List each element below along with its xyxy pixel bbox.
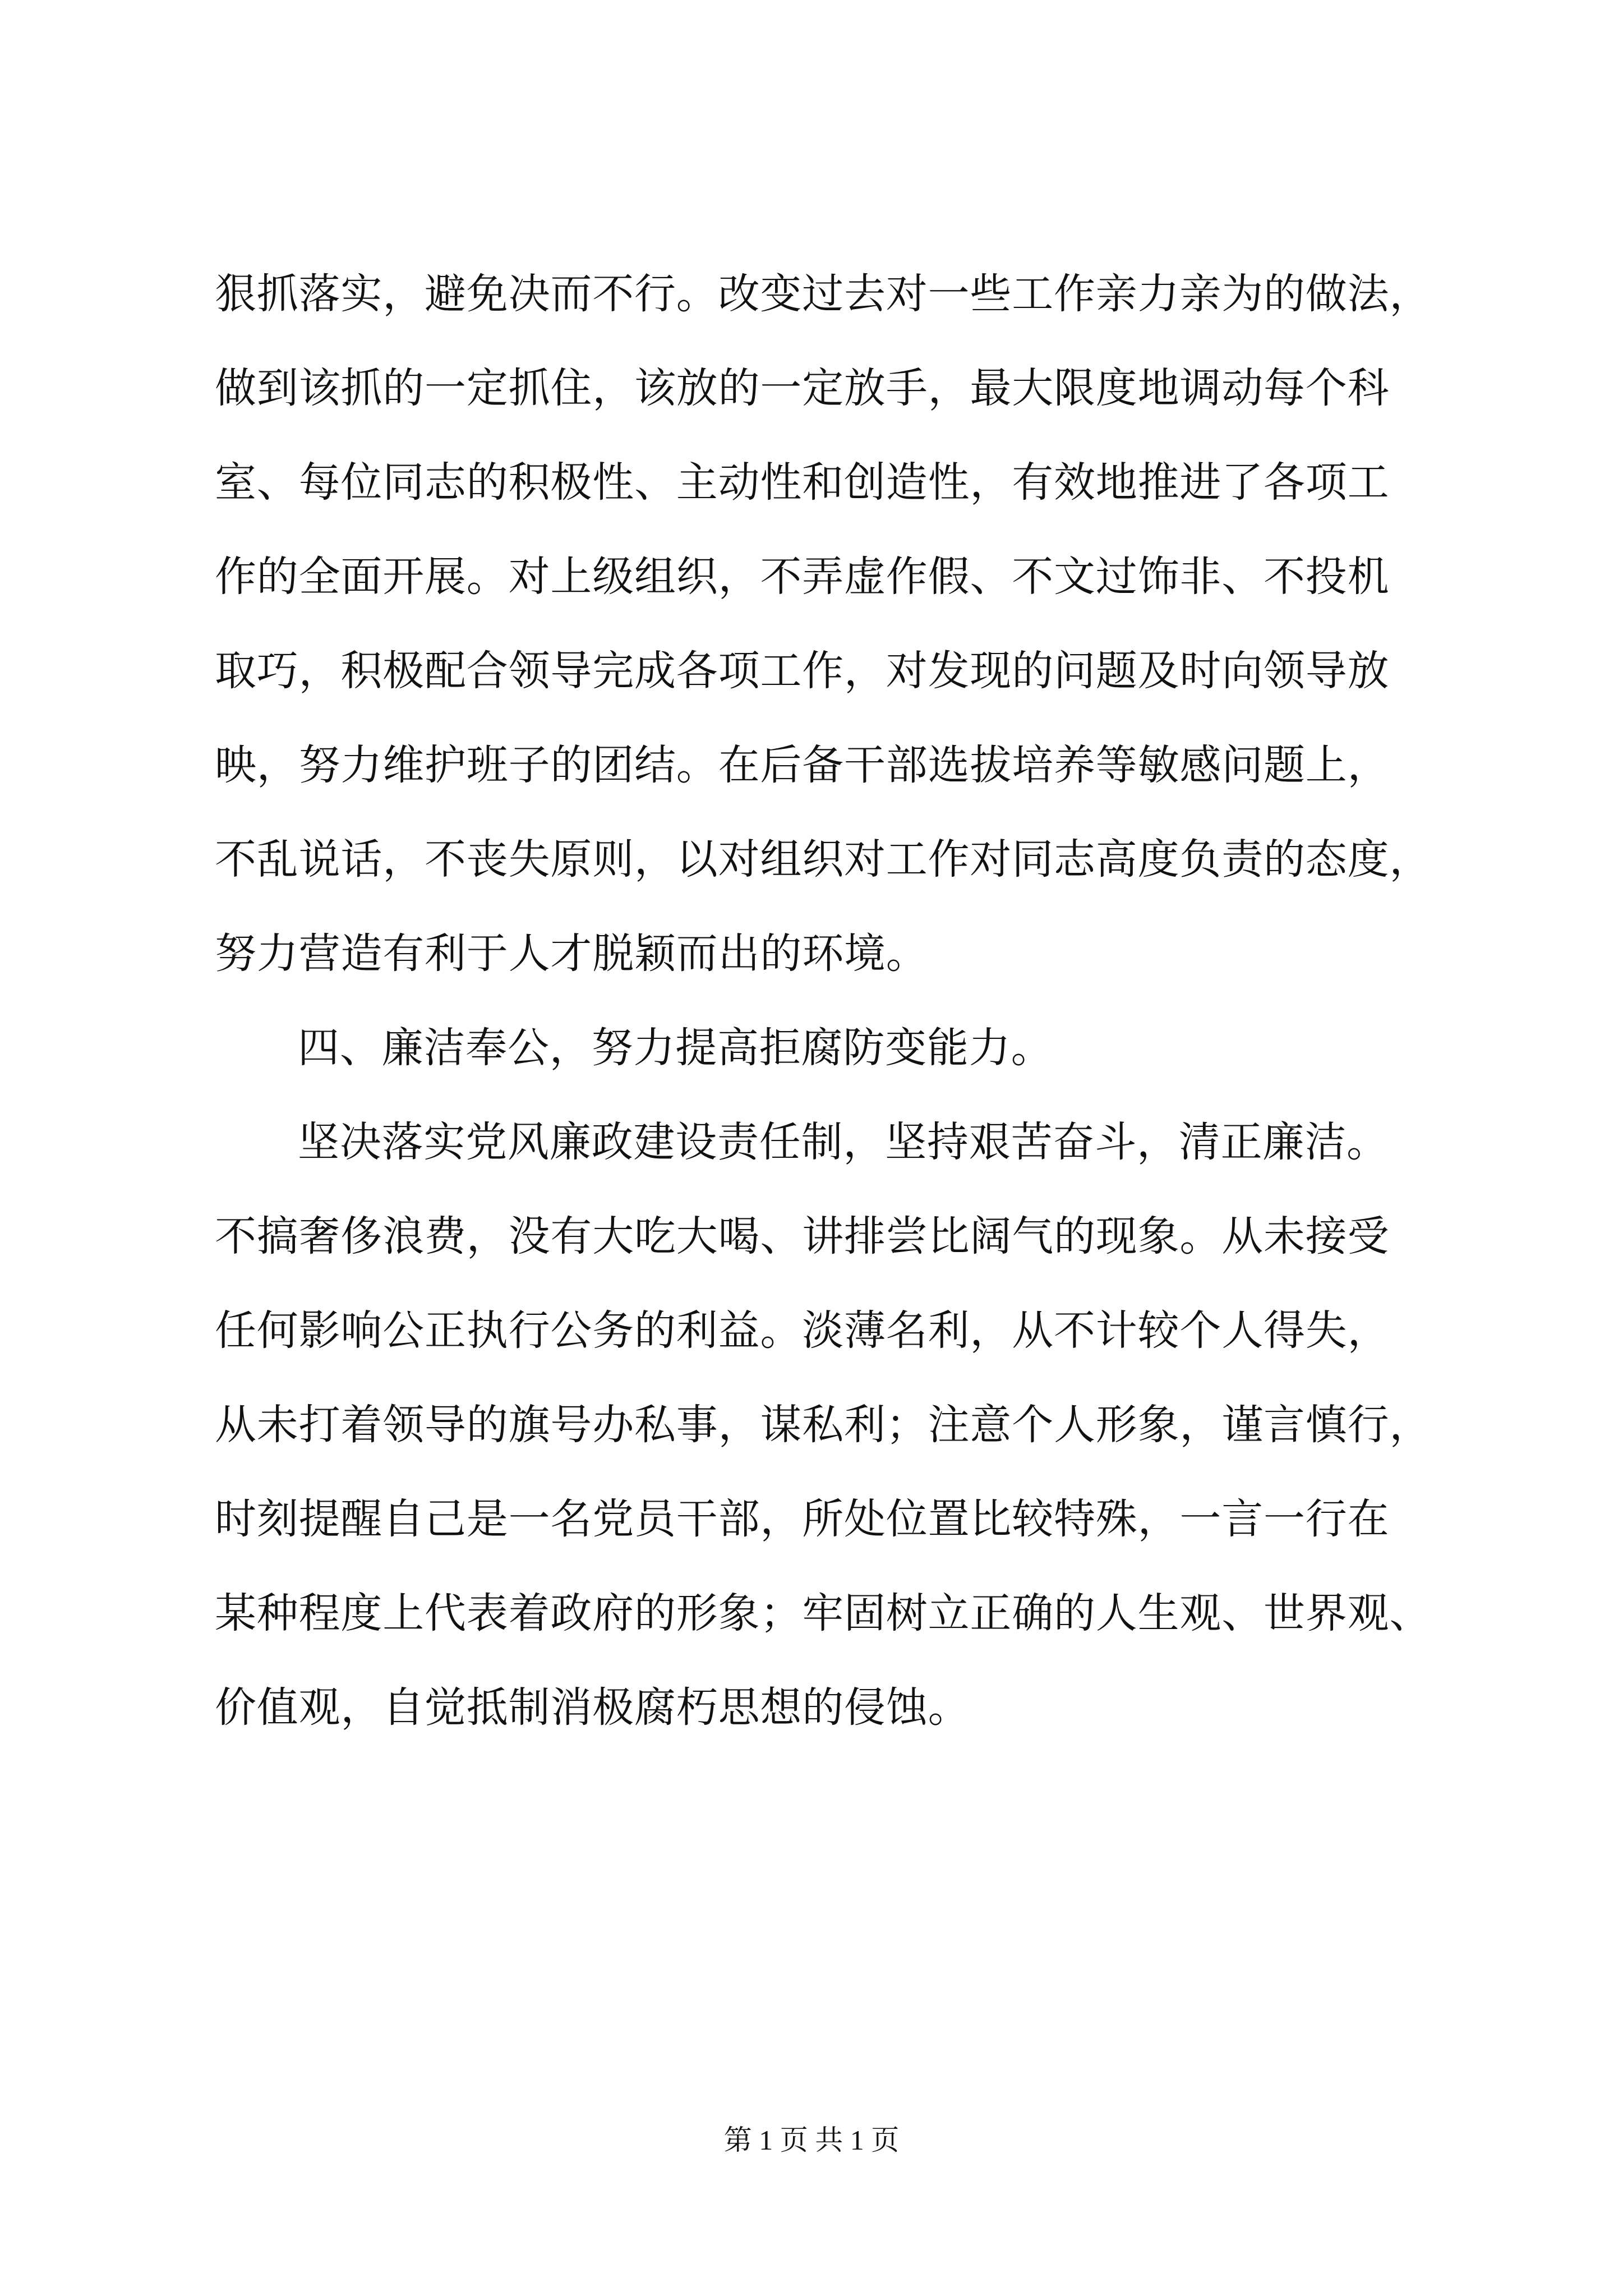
paragraph-line: 努力营造有利于人才脱颖而出的环境。 (215, 930, 928, 978)
paragraph-line: 坚决落实党风廉政建设责任制，坚持艰苦奋斗，清正廉洁。 (298, 1118, 1389, 1166)
paragraph-line: 狠抓落实，避免决而不行。改变过去对一些工作亲力亲为的做法， (215, 270, 1432, 318)
document-body (215, 247, 1432, 1755)
section-heading: 四、廉洁奉公，努力提高拒腐防变能力。 (298, 1024, 1053, 1072)
paragraph-line: 室、每位同志的积极性、主动性和创造性，有效地推进了各项工 (215, 458, 1390, 507)
paragraph-line: 取巧，积极配合领导完成各项工作，对发现的问题及时向领导放 (215, 647, 1390, 695)
paragraph-line: 做到该抓的一定抓住，该放的一定放手，最大限度地调动每个科 (215, 364, 1390, 412)
paragraph-line: 时刻提醒自己是一名党员干部，所处位置比较特殊，一言一行在 (215, 1495, 1390, 1543)
paragraph-line: 不搞奢侈浪费，没有大吃大喝、讲排尝比阔气的现象。从未接受 (215, 1212, 1390, 1260)
paragraph-line: 映，努力维护班子的团结。在后备干部选拔培养等敏感问题上， (215, 741, 1390, 789)
page-number-footer: 第 1 页 共 1 页 (723, 2124, 900, 2156)
paragraph-line: 某种程度上代表着政府的形象；牢固树立正确的人生观、世界观、 (215, 1589, 1432, 1637)
paragraph-line: 从未打着领导的旗号办私事，谋私利；注意个人形象，谨言慎行， (215, 1401, 1432, 1449)
paragraph-line: 任何影响公正执行公务的利益。淡薄名利，从不计较个人得失， (215, 1306, 1390, 1355)
paragraph-line: 不乱说话，不丧失原则，以对组织对工作对同志高度负责的态度， (215, 835, 1432, 884)
paragraph-line: 作的全面开展。对上级组织，不弄虚作假、不文过饰非、不投机 (215, 553, 1390, 601)
paragraph-line: 价值观，自觉抵制消极腐朽思想的侵蚀。 (215, 1683, 970, 1732)
